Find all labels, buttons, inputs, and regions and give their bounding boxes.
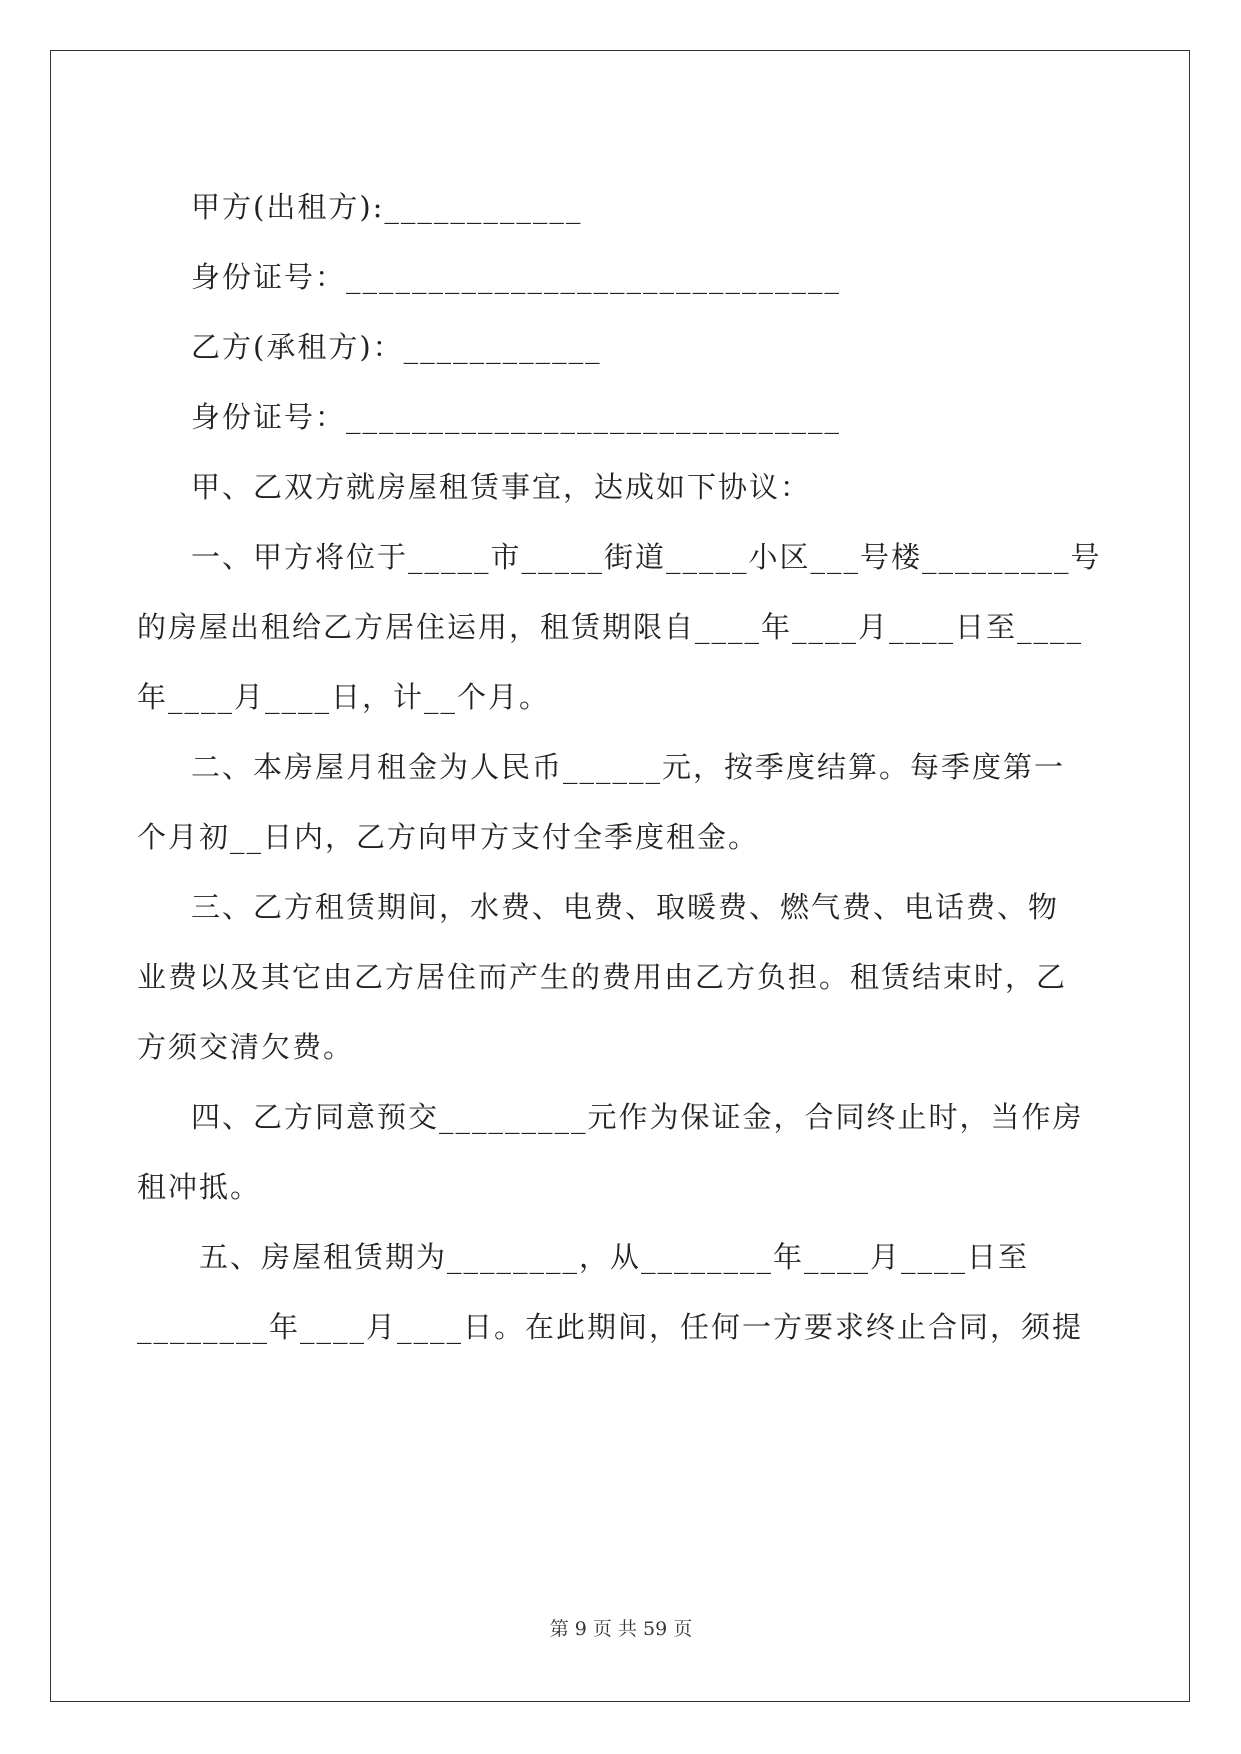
clause-4-line-1: 四、乙方同意预交_________元作为保证金，合同终止时，当作房 [191, 1100, 1084, 1134]
clause-2-line-2: 个月初__日内，乙方向甲方支付全季度租金。 [137, 820, 760, 854]
clause-4-line-2: 租冲抵。 [137, 1170, 262, 1204]
clause-2-line-1: 二、本房屋月租金为人民币______元，按季度结算。每季度第一 [191, 750, 1066, 784]
clause-3-line-1: 三、乙方租赁期间，水费、电费、取暖费、燃气费、电话费、物 [191, 890, 1060, 924]
lessee-id-line: 身份证号：______________________________ [191, 400, 842, 434]
clause-1-line-2: 的房屋出租给乙方居住运用，租赁期限自____年____月____日至____ [137, 610, 1084, 644]
page-number-footer: 第 9 页 共 59 页 [549, 1618, 693, 1640]
clause-5-line-2: ________年____月____日。在此期间，任何一方要求终止合同，须提 [137, 1310, 1084, 1344]
lessor-id-line: 身份证号：______________________________ [191, 260, 842, 294]
page-frame [50, 50, 1190, 1702]
clause-3-line-2: 业费以及其它由乙方居住而产生的费用由乙方负担。租赁结束时，乙 [137, 960, 1068, 994]
clause-3-line-3: 方须交清欠费。 [137, 1030, 355, 1064]
clause-5-line-1: 五、房屋租赁期为________，从________年____月____日至 [199, 1240, 1030, 1274]
agreement-intro: 甲、乙双方就房屋租赁事宜，达成如下协议： [191, 470, 812, 504]
lessor-line: 甲方(出租方):____________ [191, 190, 583, 224]
lessee-line: 乙方(承租方)：____________ [191, 330, 602, 364]
clause-1-line-3: 年____月____日，计__个月。 [137, 680, 551, 714]
clause-1-line-1: 一、甲方将位于_____市_____街道_____小区___号楼_________号 [191, 540, 1102, 574]
